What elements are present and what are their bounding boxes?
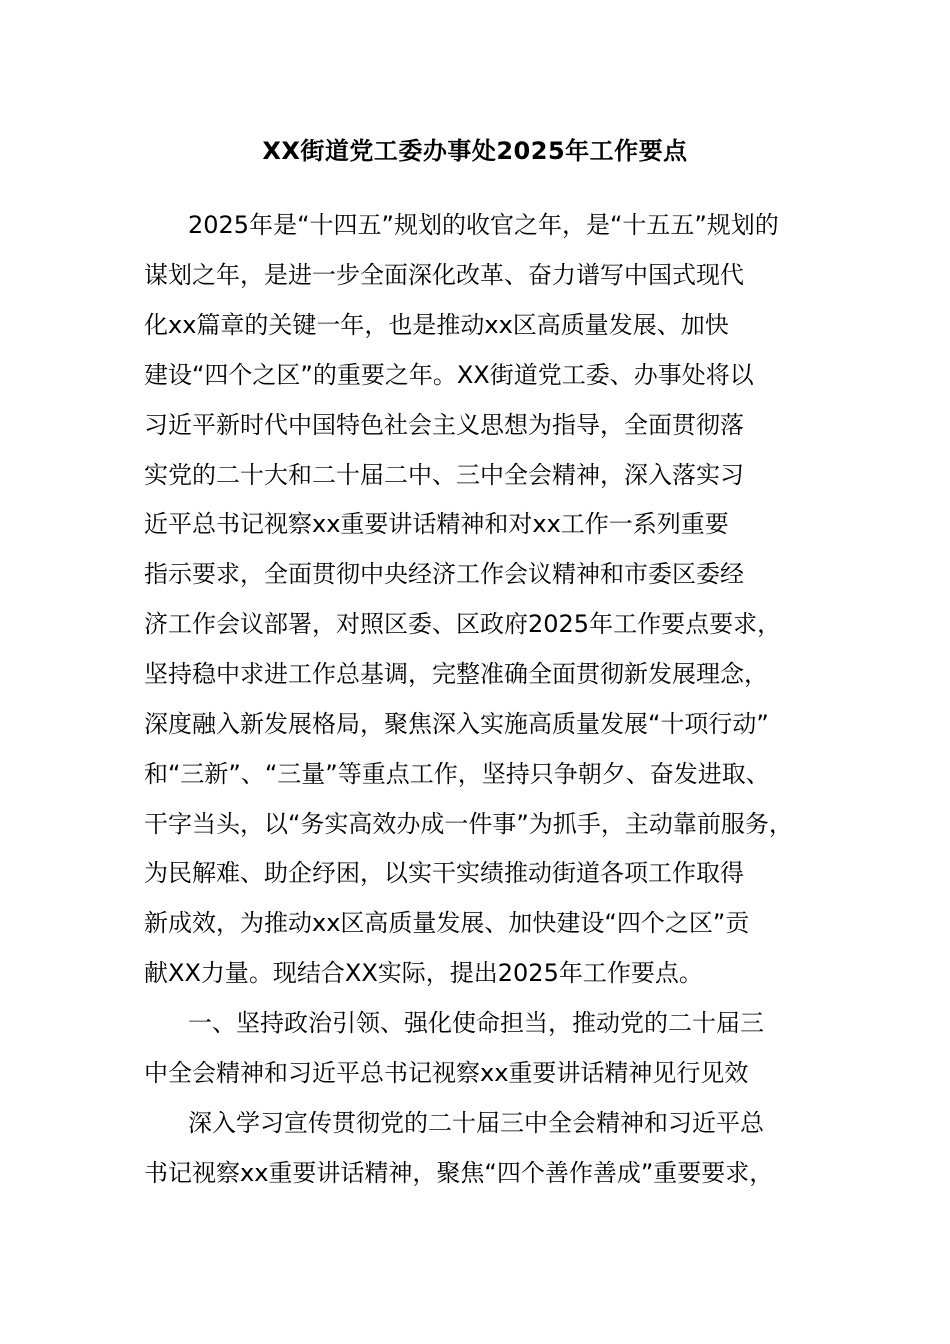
paragraph-line: 济工作会议部署，对照区委、区政府2025年工作要点要求， <box>144 610 782 638</box>
paragraph-line: 近平总书记视察xx重要讲话精神和对xx工作一系列重要 <box>144 510 729 538</box>
paragraph-line: 书记视察xx重要讲话精神，聚焦“四个善作善成”重要要求， <box>144 1159 774 1187</box>
document-title: XX街道党工委办事处2025年工作要点 <box>262 137 688 165</box>
paragraph-line: 实党的二十大和二十届二中、三中全会精神，深入落实习 <box>144 461 744 489</box>
paragraph-line: 2025年是“十四五”规划的收官之年，是“十五五”规划的 <box>188 211 779 239</box>
paragraph-line: 和“三新”、“三量”等重点工作，坚持只争朝夕、奋发进取、 <box>144 760 770 788</box>
paragraph-line: 深入学习宣传贯彻党的二十届三中全会精神和习近平总 <box>188 1109 764 1137</box>
paragraph-line: 新成效，为推动xx区高质量发展、加快建设“四个之区”贡 <box>144 909 750 937</box>
paragraph-line: 谋划之年，是进一步全面深化改革、奋力谱写中国式现代 <box>144 261 744 289</box>
section-heading-line: 一、坚持政治引领、强化使命担当，推动党的二十届三 <box>188 1009 764 1037</box>
section-heading-line: 中全会精神和习近平总书记视察xx重要讲话精神见行见效 <box>144 1059 749 1087</box>
paragraph-line: 化xx篇章的关键一年，也是推动xx区高质量发展、加快 <box>144 311 729 339</box>
paragraph-line: 坚持稳中求进工作总基调，完整准确全面贯彻新发展理念， <box>144 660 768 688</box>
paragraph-line: 深度融入新发展格局，聚焦深入实施高质量发展“十项行动” <box>144 710 769 738</box>
paragraph-line: 为民解难、助企纾困，以实干实绩推动街道各项工作取得 <box>144 859 744 887</box>
paragraph-line: 指示要求，全面贯彻中央经济工作会议精神和市委区委经 <box>144 560 744 588</box>
paragraph-line: 建设“四个之区”的重要之年。XX街道党工委、办事处将以 <box>144 361 754 389</box>
paragraph-line: 习近平新时代中国特色社会主义思想为指导，全面贯彻落 <box>144 411 744 439</box>
paragraph-line: 干字当头，以“务实高效办成一件事”为抓手，主动靠前服务， <box>144 810 793 838</box>
paragraph-line: 献XX力量。现结合XX实际，提出2025年工作要点。 <box>144 959 703 987</box>
